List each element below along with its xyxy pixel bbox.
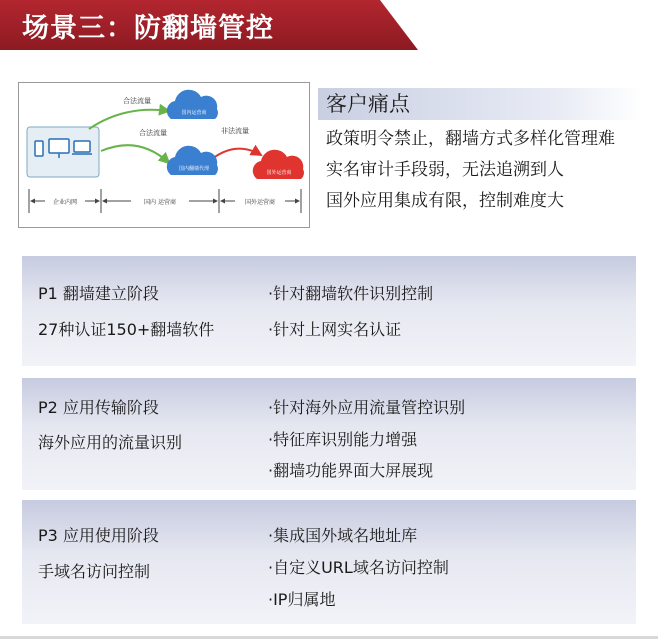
phase-measure: ·针对上网实名认证 [268, 320, 402, 339]
phase-desc: 27种认证150+翻墙软件 [38, 320, 215, 339]
legal-flow-arrow-top [89, 110, 169, 129]
page-title: 场景三：防翻墙管控 [22, 13, 274, 44]
domestic-operator-label: 国内运营商 [181, 110, 207, 116]
phase-panel-p3 [22, 500, 636, 624]
legal-flow-arrow-mid [101, 145, 169, 163]
phone-icon [35, 141, 43, 156]
zone-label-foreign: 国外运营商 [244, 199, 276, 206]
phase-name: P3 应用使用阶段 [38, 526, 159, 545]
phase-measure: ·翻墙功能界面大屏展现 [268, 461, 434, 480]
legal-flow-label-top: 合法流量 [123, 97, 151, 105]
phase-measure: ·自定义URL域名访问控制 [268, 558, 449, 577]
illegal-flow-label: 非法流量 [221, 127, 249, 135]
pain-point-line: 实名审计手段弱，无法追溯到人 [326, 160, 564, 180]
phase-panel-p1 [22, 256, 636, 366]
phase-measure: ·IP归属地 [268, 590, 336, 609]
legal-flow-label-mid: 合法流量 [139, 129, 167, 137]
network-diagram [18, 82, 310, 228]
phase-name: P2 应用传输阶段 [38, 398, 159, 417]
phase-measure: ·针对海外应用流量管控识别 [268, 398, 466, 417]
phase-desc: 海外应用的流量识别 [38, 433, 183, 452]
zone-label-enterprise: 企业内网 [52, 199, 78, 206]
laptop-icon [74, 141, 90, 152]
phase-name: P1 翻墙建立阶段 [38, 284, 159, 303]
pain-point-line: 政策明令禁止，翻墙方式多样化管理难 [326, 129, 615, 149]
phase-measure: ·针对翻墙软件识别控制 [268, 284, 434, 303]
pain-point-line: 国外应用集成有限，控制难度大 [326, 191, 564, 211]
network-diagram-svg [19, 83, 309, 227]
pain-points-header [318, 88, 643, 120]
bottom-divider [0, 636, 658, 639]
zone-label-domestic: 国内 运营商 [144, 199, 176, 206]
pain-points-section [318, 88, 643, 217]
phase-panel-p2 [22, 378, 636, 490]
vpn-channel-label: 国内翻墙代理 [178, 166, 210, 172]
pain-points-title: 客户痛点 [326, 92, 410, 116]
phase-measure: ·集成国外域名地址库 [268, 526, 418, 545]
phase-desc: 手域名访问控制 [38, 562, 151, 581]
monitor-icon [49, 139, 69, 153]
phase-measure: ·特征库识别能力增强 [268, 430, 418, 449]
foreign-operator-cloud-label: 国外运营商 [266, 170, 292, 176]
